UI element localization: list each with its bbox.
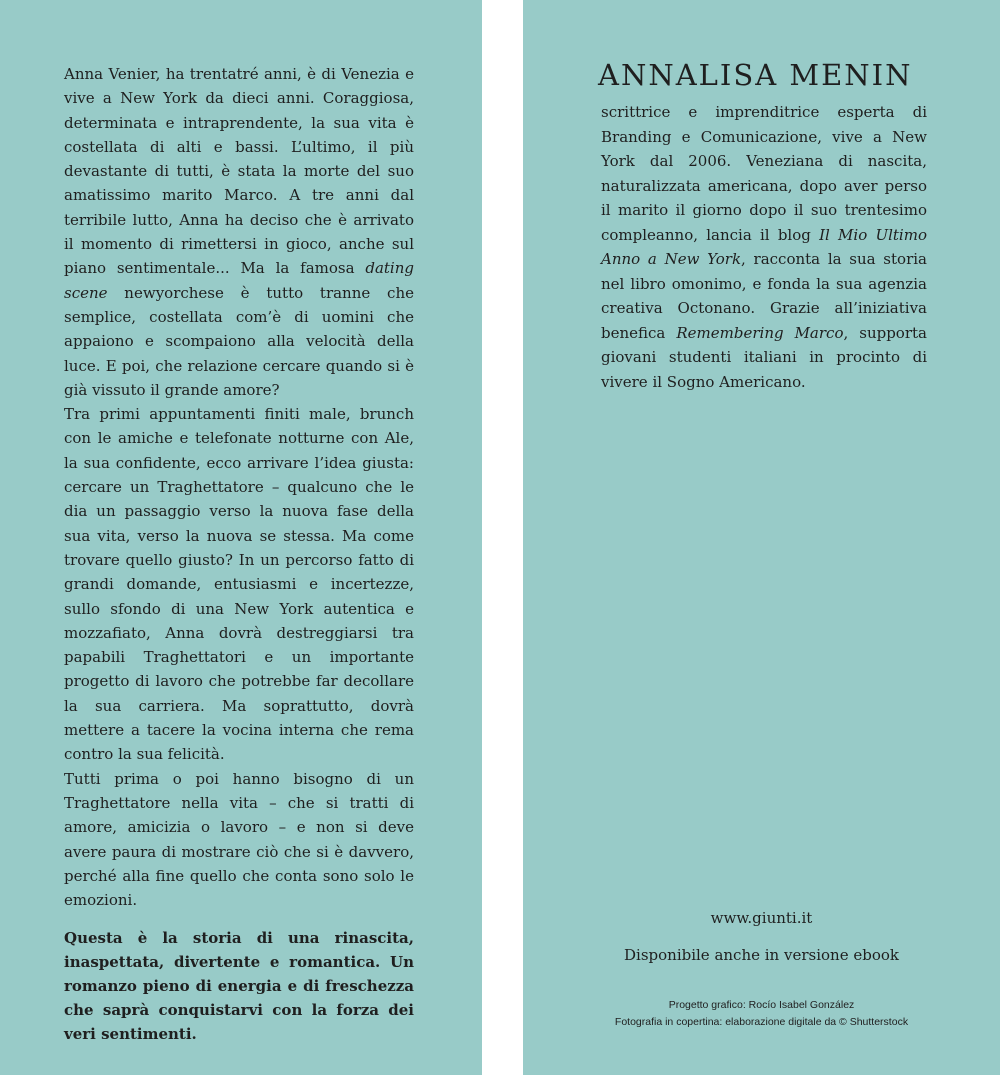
- bio-text: scrittrice e imprenditrice esperta di Branding e Comunicazione, vive a New York dal 2006. Veneziana di nascita, naturalizzata americana, dopo aver perso il marito il giorno dopo il suo trentesimo compleanno, lancia il blog: [601, 103, 927, 244]
- synopsis-emphasis: dating scene: [64, 259, 414, 302]
- bio-blog-title: Il Mio Ultimo Anno a New York: [601, 225, 927, 268]
- credit-design: Progetto grafico: Rocío Isabel González: [668, 999, 855, 1011]
- bio-charity-name: Remembering Marco: [676, 323, 844, 342]
- ebook-note: Disponibile anche in versione ebook: [624, 946, 899, 964]
- publisher-url: www.giunti.it: [710, 909, 813, 927]
- author-name: ANNALISA MENIN: [598, 58, 913, 92]
- left-flap: [0, 0, 482, 1075]
- author-bio: [601, 100, 927, 394]
- bio-text: , racconta la sua storia nel libro omonimo, e fonda la sua agenzia creativa Octonano. Grazie all’iniziativa benefica: [601, 250, 927, 342]
- bio-text: , supporta giovani studenti italiani in procinto di vivere il Sogno Americano.: [601, 323, 927, 391]
- synopsis-text: Anna Venier, ha trentatré anni, è di Venezia e vive a New York da dieci anni. Coraggiosa, determinata e intraprendente, la sua vita è costellata di alti e bassi. L’ultimo, il più devastante di tutti, è stata la morte del suo amatissimo marito Marco. A tre anni dal terribile lutto, Anna ha deciso che è arrivato il momento di rimettersi in gioco, anche sul piano sentimentale... Ma la famosa: [64, 65, 414, 278]
- synopsis-text: newyorchese è tutto tranne che semplice, costellata com’è di uomini che appaiono e scompaiono alla velocità della luce. E poi, che relazione cercare quando si è già vissuto il grande amore?: [64, 283, 414, 399]
- synopsis-paragraph-2: Tra primi appuntamenti finiti male, brunch con le amiche e telefonate notturne con Ale, la sua confidente, ecco arrivare l’idea giusta: cercare un Traghettatore – qualcuno che le dia un passaggio verso la nuova fase della sua vita, verso la nuova se stessa. Ma come trovare quello giusto? In un percorso fatto di grandi domande, entusiasmi e incertezze, sullo sfondo di una New York autentica e mozzafiato, Anna dovrà destreggiarsi tra papabili Traghettatori e un importante progetto di lavoro che potrebbe far decollare la sua carriera. Ma soprattutto, dovrà mettere a tacere la vocina interna che rema contro la sua felicità.: [64, 405, 414, 764]
- credits: [523, 997, 1000, 1031]
- synopsis-paragraph-3: Tutti prima o poi hanno bisogno di un Traghettatore nella vita – che si tratti di amore, amicizia o lavoro – e non si deve avere paura di mostrare ciò che si è davvero, perché alla fine quello che conta sono solo le emozioni.: [64, 769, 414, 910]
- book-synopsis: [64, 62, 414, 1046]
- synopsis-paragraph-1: [64, 62, 414, 402]
- credit-photo: Fotografia in copertina: elaborazione digitale da © Shutterstock: [614, 1016, 909, 1028]
- synopsis-tagline: Questa è la storia di una rinascita, inaspettata, divertente e romantica. Un romanzo pieno di energia e di freschezza che saprà conquistarvi con la forza dei veri sentimenti.: [64, 929, 414, 1044]
